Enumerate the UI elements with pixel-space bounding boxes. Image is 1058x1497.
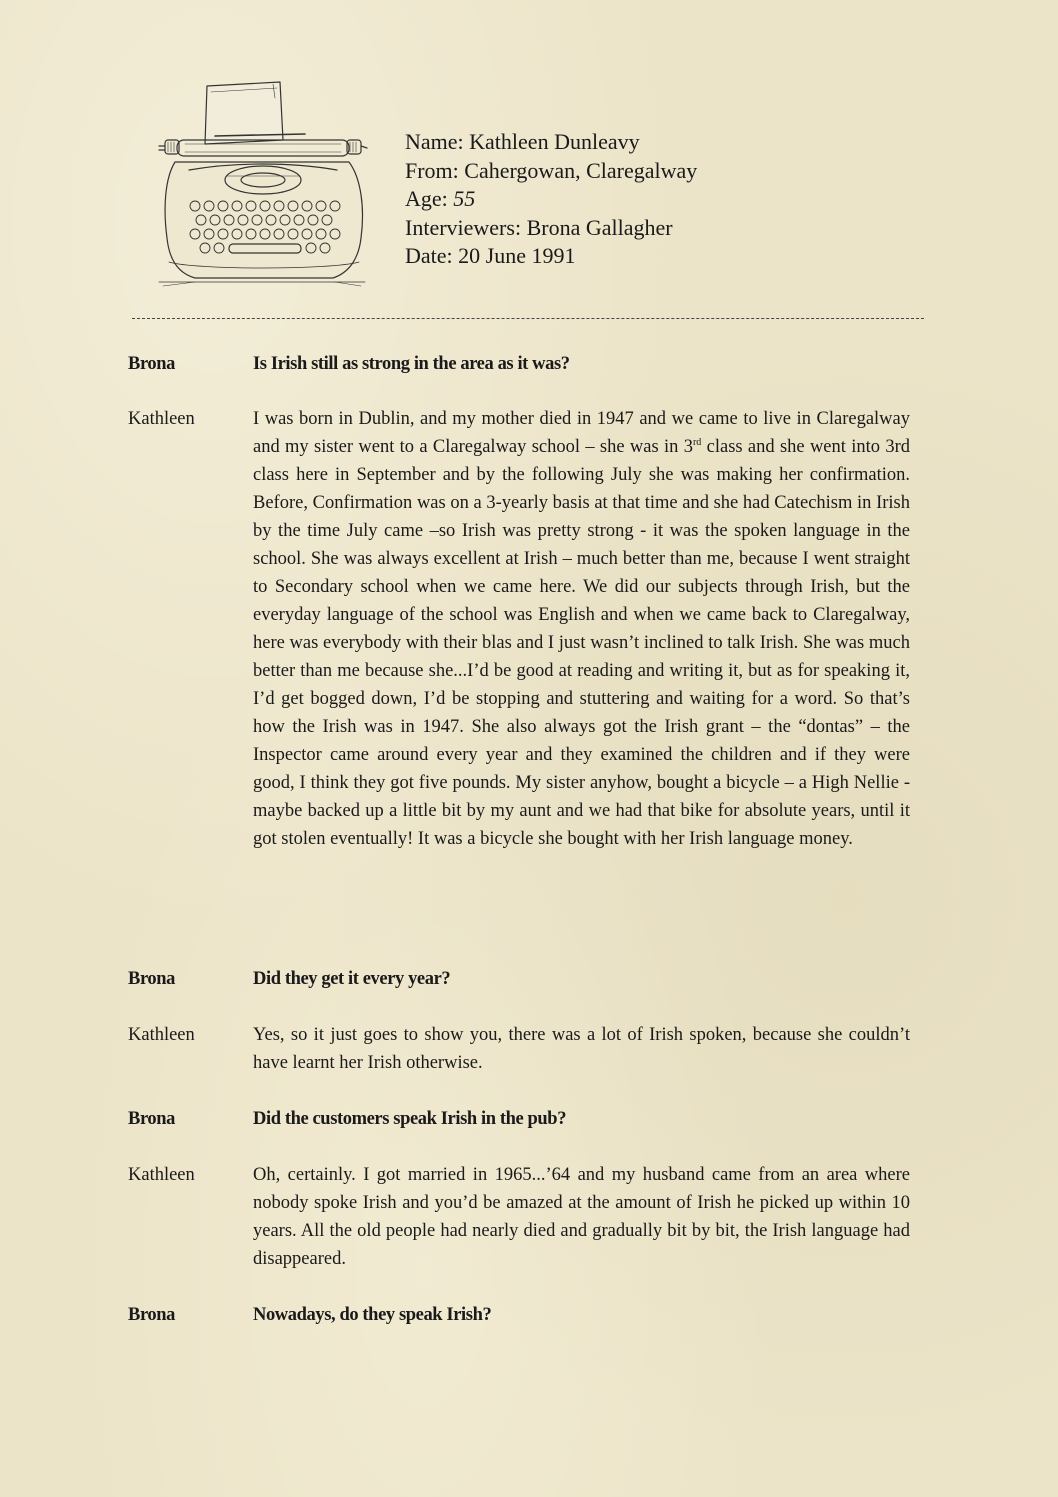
question-text: Nowadays, do they speak Irish? bbox=[253, 1305, 492, 1325]
question-text: Did the customers speak Irish in the pub? bbox=[253, 1109, 567, 1129]
answer-text-part: I was born in Dublin, and my mother died in 1947 and we came to live in Claregalway and my sister went to a Claregalway school – she was in 3 bbox=[253, 409, 910, 457]
typewriter-illustration bbox=[155, 78, 370, 288]
transcript-entry bbox=[128, 1301, 910, 1329]
from-row bbox=[405, 157, 697, 186]
ordinal-suffix: rd bbox=[692, 436, 702, 448]
transcript-entry bbox=[128, 405, 910, 853]
transcript-entry bbox=[128, 1105, 910, 1133]
answer-text-part: class and she went into 3rd class here in September and by the following July she was making her confirmation. Before, Confirmation was on a 3-yearly basis at that time and she had Catechism in Irish by the time July came –so Irish was pretty strong - it was the spoken language in the school. She was always excellent at Irish – much better than me, because I went straight to Secondary school when we came here. We did our subjects through Irish, but the everyday language of the school was English and when we came back to Claregalway, here was everybody with their blas and I just wasn’t inclined to talk Irish. She was much better than me because she...I’d be good at reading and writing it, but as for speaking it, I’d get bogged down, I’d be stopping and stuttering and waiting for a word. So that’s how the Irish was in 1947. She also always got the Irish grant – the “dontas” – the Inspector came around every year and they examined the children and if they were good, I think they got five pounds. My sister anyhow, bought a bicycle – a High Nellie - maybe backed up a little bit by my aunt and we had that bike for absolute years, until it got stolen eventually! It was a bicycle she bought with her Irish language money. bbox=[253, 437, 910, 849]
from-label: From: bbox=[405, 157, 459, 183]
name-value: Kathleen Dunleavy bbox=[469, 129, 640, 154]
interviewers-label: Interviewers: bbox=[405, 214, 522, 240]
age-row bbox=[405, 185, 697, 214]
date-row bbox=[405, 242, 697, 271]
transcript-entry bbox=[128, 350, 910, 378]
name-row bbox=[405, 128, 697, 157]
transcript-entry bbox=[128, 1161, 910, 1273]
question-text: Did they get it every year? bbox=[253, 969, 451, 989]
date-value: 20 June 1991 bbox=[458, 243, 576, 268]
interviewers-row bbox=[405, 214, 697, 243]
answer-text: Oh, certainly. I got married in 1965...’64 and my husband came from an area where nobody spoke Irish and you’d be amazed at the amount of Irish he picked up within 10 years. All the old people had nearly died and gradually bit by bit, the Irish language had disappeared. bbox=[253, 1165, 910, 1269]
speaker-name: Kathleen bbox=[128, 1165, 195, 1185]
header-divider bbox=[132, 318, 924, 319]
speaker-name: Brona bbox=[128, 354, 176, 374]
transcript-entry bbox=[128, 1021, 910, 1077]
speaker-name: Brona bbox=[128, 1305, 176, 1325]
speaker-name: Brona bbox=[128, 1109, 176, 1129]
age-label: Age: bbox=[405, 186, 448, 211]
transcript-entry bbox=[128, 965, 910, 993]
speaker-name: Kathleen bbox=[128, 1025, 195, 1045]
answer-text bbox=[253, 405, 910, 853]
answer-text: Yes, so it just goes to show you, there was a lot of Irish spoken, because she couldn’t have learnt her Irish otherwise. bbox=[253, 1025, 910, 1073]
speaker-name: Kathleen bbox=[128, 409, 195, 429]
speaker-name: Brona bbox=[128, 969, 176, 989]
interview-header bbox=[405, 128, 697, 271]
name-label: Name: bbox=[405, 129, 464, 154]
question-text: Is Irish still as strong in the area as it was? bbox=[253, 354, 570, 374]
age-value: 55 bbox=[453, 186, 476, 211]
from-value: Cahergowan, Claregalway bbox=[464, 157, 698, 183]
date-label: Date: bbox=[405, 243, 453, 268]
interviewers-value: Brona Gallagher bbox=[526, 214, 673, 240]
